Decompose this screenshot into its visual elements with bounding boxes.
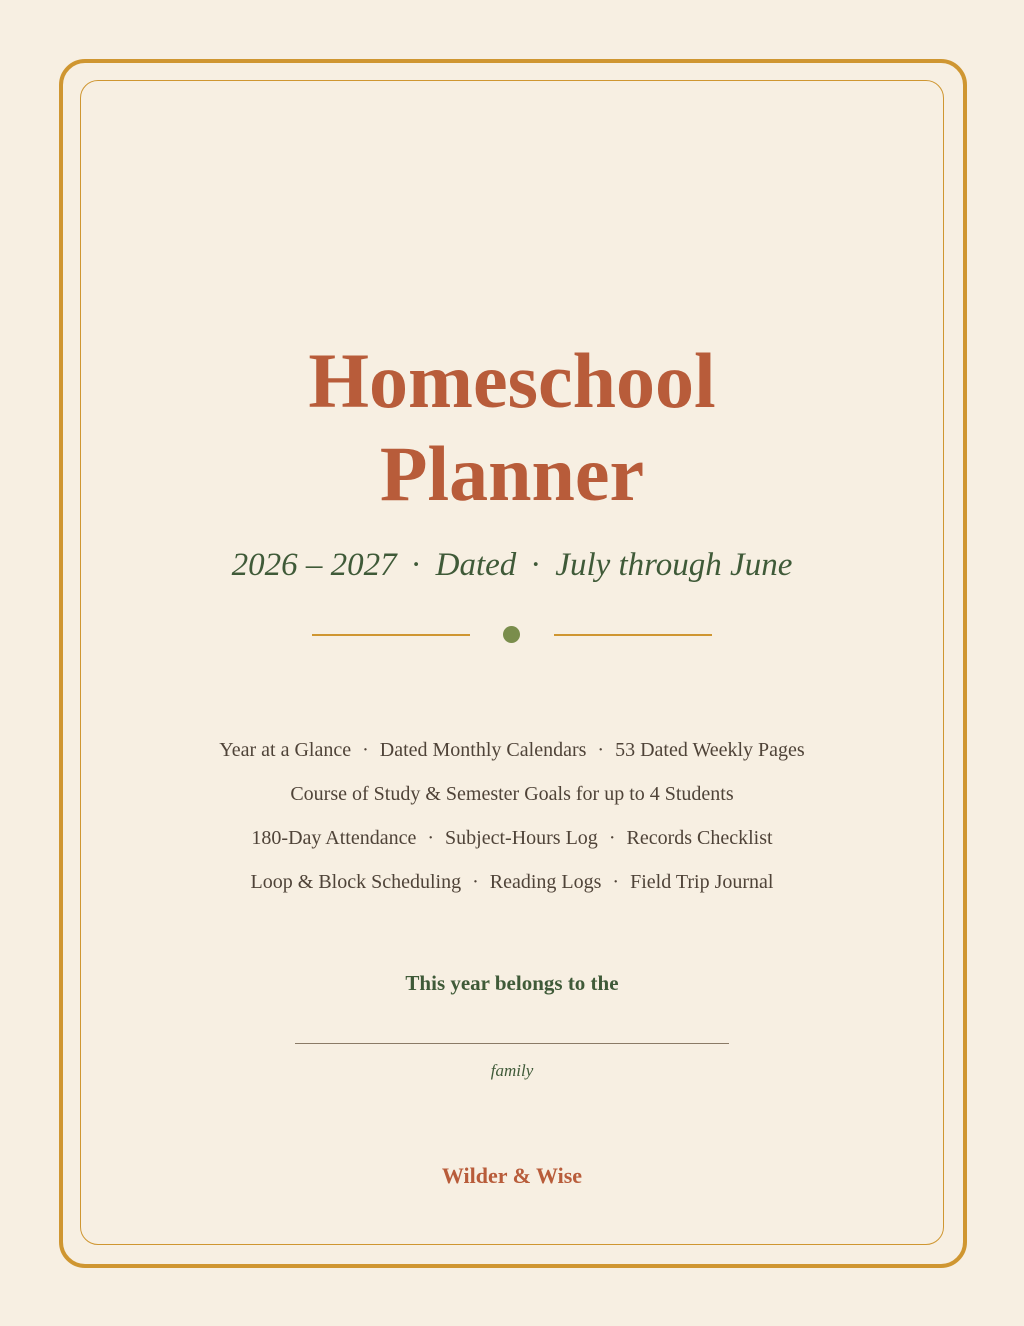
feature-separator: ·: [472, 871, 479, 893]
feature-item: Field Trip Journal: [630, 871, 774, 893]
divider-dot-icon: [503, 626, 520, 643]
subtitle: [0, 543, 1024, 587]
feature-row: [0, 772, 1024, 816]
title-line-2: Planner: [379, 430, 645, 517]
divider-line-left: [312, 634, 470, 636]
divider-line-right: [554, 634, 712, 636]
subtitle-separator: ·: [530, 547, 542, 583]
brand-name: Wilder & Wise: [441, 1163, 583, 1188]
feature-separator: ·: [427, 827, 435, 849]
feature-row: [0, 860, 1024, 904]
feature-separator: ·: [608, 827, 616, 849]
subtitle-separator: ·: [410, 547, 422, 583]
feature-row: [0, 728, 1024, 772]
feature-item: Reading Logs: [489, 871, 602, 893]
feature-separator: ·: [612, 871, 620, 893]
subtitle-type: Dated: [435, 547, 517, 583]
feature-item: 53 Dated Weekly Pages: [615, 739, 805, 761]
feature-separator: ·: [597, 739, 605, 761]
feature-item: Year at a Glance: [219, 739, 352, 761]
feature-list: [0, 728, 1024, 904]
feature-item: Dated Monthly Calendars: [379, 739, 587, 761]
feature-item: Records Checklist: [626, 827, 773, 849]
owner-caption: family: [490, 1061, 534, 1080]
feature-item: Course of Study & Semester Goals for up to 4 Students: [290, 783, 734, 805]
owner-label: This year belongs to the: [405, 971, 619, 995]
subtitle-years: 2026 – 2027: [231, 547, 397, 583]
feature-separator: ·: [362, 739, 369, 761]
title-line-1: Homeschool: [308, 337, 716, 424]
owner-name-line: [295, 1043, 729, 1044]
ornament-divider: [0, 624, 1024, 646]
feature-item: 180-Day Attendance: [251, 827, 417, 849]
subtitle-range: July through June: [555, 547, 793, 583]
feature-item: Loop & Block Scheduling: [250, 871, 462, 893]
page-title: [0, 334, 1024, 520]
feature-row: [0, 816, 1024, 860]
feature-item: Subject-Hours Log: [445, 827, 598, 849]
